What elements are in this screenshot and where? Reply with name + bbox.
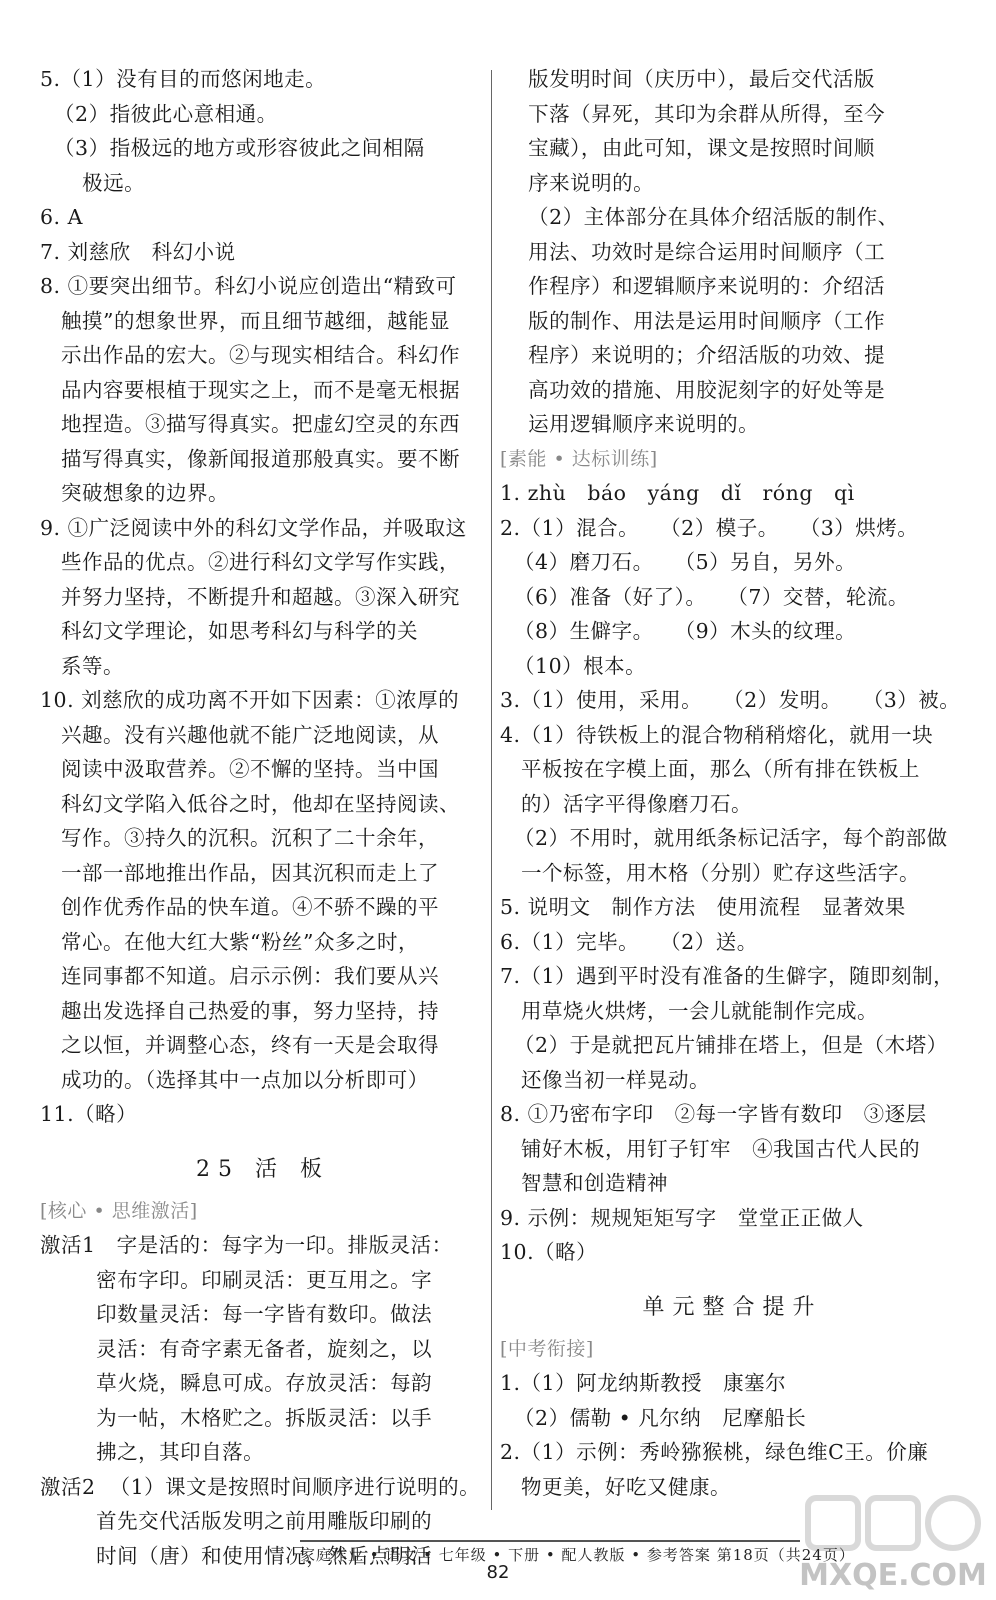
answer-line: 示出作品的宏大。②与现实相结合。科幻作 <box>40 343 461 367</box>
answer-line: 10.（略） <box>500 1240 598 1264</box>
answer-line: （2）指彼此心意相通。 <box>40 101 278 126</box>
section-label: [中考衔接] <box>500 1337 594 1360</box>
answer-line: （3）指极远的地方或形容彼此之间相隔 <box>40 136 425 160</box>
answer-line: 宝藏），由此可知，课文是按照时间顺 <box>500 136 875 160</box>
answer-line: （2）主体部分在具体介绍活版的制作、 <box>500 205 899 229</box>
answer-line: 科幻文学陷入低谷之时，他却在坚持阅读、 <box>40 791 461 816</box>
answer-line: 3.（1）使用，采用。 （2）发明。 （3）被。 <box>500 688 961 712</box>
answer-line: 智慧和创造精神 <box>500 1171 669 1195</box>
answer-line: 9. 示例：规规矩矩写字 堂堂正正做人 <box>500 1205 864 1230</box>
answer-line: 10. 刘慈欣的成功离不开如下因素：①浓厚的 <box>40 688 460 712</box>
answer-line: 8. ①乃密布字印 ②每一字皆有数印 ③逐层 <box>500 1102 927 1126</box>
answer-line: 激活2 （1）课文是按照时间顺序进行说明的。 <box>40 1474 481 1499</box>
answer-line: 一个标签，用木格（分别）贮存这些活字。 <box>500 860 921 885</box>
answer-line: 7. 刘慈欣 科幻小说 <box>40 239 236 264</box>
answer-line: 极远。 <box>40 170 146 195</box>
answer-line: （8）生僻字。 （9）木头的纹理。 <box>500 619 857 643</box>
answer-line: 密布字印。印刷灵活：更互用之。字 <box>40 1267 433 1292</box>
answer-line: 高功效的措施、用胶泥刻字的好处等是 <box>500 377 886 402</box>
answer-line: 作程序）和逻辑顺序来说明的：介绍活 <box>500 274 886 298</box>
unit-heading: 单元整合提升 <box>642 1294 823 1320</box>
lesson-heading: 25 活 板 <box>196 1156 330 1182</box>
answer-line: 时间（唐）和使用情况，然后点明活 <box>40 1543 433 1568</box>
answer-line: 趣出发选择自己热爱的事，努力坚持，持 <box>40 998 440 1023</box>
answer-line: （2）于是就把瓦片铺排在塔上，但是（木塔） <box>500 1033 948 1057</box>
answer-line: 9. ①广泛阅读中外的科幻文学作品，并吸取这 <box>40 515 467 540</box>
answer-line: 阅读中汲取营养。②不懈的坚持。当中国 <box>40 757 440 781</box>
answer-line: 程序）来说明的；介绍活版的功效、提 <box>500 343 886 367</box>
answer-line: 些作品的优点。②进行科幻文学写作实践， <box>40 550 461 574</box>
answer-line: 2.（1）混合。 （2）模子。 （3）烘烤。 <box>500 515 919 540</box>
page-number: 82 <box>486 1562 510 1583</box>
answer-line: 2.（1）示例：秀岭猕猴桃，绿色维C王。价廉 <box>500 1440 929 1464</box>
answer-line: 物更美，好吃又健康。 <box>500 1474 732 1499</box>
answer-line: 一部一部地推出作品，因其沉积而走上了 <box>40 860 440 885</box>
answer-line: （6）准备（好了）。 （7）交替，轮流。 <box>500 584 909 609</box>
answer-line: 6. A <box>40 205 83 229</box>
answer-line: 连同事都不知道。启示示例：我们要从兴 <box>40 964 440 988</box>
answer-line: 运用逻辑顺序来说明的。 <box>500 412 760 436</box>
section-label: [核心 • 思维激活] <box>40 1199 198 1222</box>
answer-line: 用法、功效时是综合运用时间顺序（工 <box>500 239 886 264</box>
answer-line: 铺好木板，用钉子钉牢 ④我国古代人民的 <box>500 1136 921 1161</box>
column-divider <box>491 70 492 1510</box>
answer-line: 1.（1）阿龙纳斯教授 康塞尔 <box>500 1371 787 1395</box>
answer-line: 5.（1）没有目的而悠闲地走。 <box>40 67 327 91</box>
answer-line: 版发明时间（庆历中），最后交代活版 <box>500 67 875 91</box>
page-footer: 家庭作业 • 语文 • 七年级 • 下册 • 配人教版 • 参考答案 第18页（共24页） <box>300 1540 800 1565</box>
answer-line: （2）儒勒 • 凡尔纳 尼摩船长 <box>500 1405 807 1430</box>
answer-line: 系等。 <box>40 653 125 678</box>
answer-line: 科幻文学理论，如思考科幻与科学的关 <box>40 619 419 643</box>
answer-line: 版的制作、用法是运用时间顺序（工作 <box>500 308 886 333</box>
answer-line: 成功的。（选择其中一点加以分析即可） <box>40 1067 429 1092</box>
answer-line: 下落（昇死，其印为余群从所得，至今 <box>500 101 886 126</box>
answer-line: 平板按在字模上面，那么（所有排在铁板上 <box>500 757 921 781</box>
answer-line: 8. ①要突出细节。科幻小说应创造出“精致可 <box>40 274 457 298</box>
right-column <box>500 62 965 1504</box>
answer-line: 品内容要根植于现实之上，而不是毫无根据 <box>40 377 461 402</box>
watermark-logo <box>798 1490 988 1598</box>
answer-line: （2）不用时，就用纸条标记活字，每个韵部做 <box>500 826 948 850</box>
left-column <box>40 62 486 1573</box>
answer-line: 序来说明的。 <box>500 170 655 195</box>
answer-line: 激活1 字是活的：每字为一印。排版灵活： <box>40 1233 453 1257</box>
answer-line: 用草烧火烘烤，一会儿就能制作完成。 <box>500 998 879 1023</box>
answer-line: 6.（1）完毕。 （2）送。 <box>500 929 758 954</box>
answer-line: 1. zhù báo yáng dǐ róng qì <box>500 481 855 505</box>
answer-line: 拂之，其印自落。 <box>40 1440 265 1464</box>
answer-line: 印数量灵活：每一字皆有数印。做法 <box>40 1302 433 1326</box>
answer-line: 还像当初一样晃动。 <box>500 1067 711 1092</box>
answer-line: 地捏造。③描写得真实。把虚幻空灵的东西 <box>40 412 461 436</box>
answer-line: 兴趣。没有兴趣他就不能广泛地阅读，从 <box>40 722 440 747</box>
answer-line: 突破想象的边界。 <box>40 481 230 505</box>
answer-line: 并努力坚持，不断提升和超越。③深入研究 <box>40 584 461 609</box>
answer-line: （10）根本。 <box>500 653 647 678</box>
answer-line: 灵活：有奇字素无备者，旋刻之，以 <box>40 1336 433 1361</box>
section-label: [素能 • 达标训练] <box>500 447 658 470</box>
answer-line: 常心。在他大红大紫“粉丝”众多之时， <box>40 929 420 954</box>
answer-line: 4.（1）待铁板上的混合物稍稍熔化，就用一块 <box>500 722 934 747</box>
answer-line: 5. 说明文 制作方法 使用流程 显著效果 <box>500 895 906 919</box>
answer-line: 触摸”的想象世界，而且细节越细，越能显 <box>40 308 451 333</box>
answer-line: 之以恒，并调整心态，终有一天是会取得 <box>40 1033 440 1057</box>
answer-line: 创作优秀作品的快车道。④不骄不躁的平 <box>40 895 440 919</box>
answer-line: 写作。③持久的沉积。沉积了二十余年， <box>40 826 440 850</box>
answer-line: 描写得真实，像新闻报道那般真实。要不断 <box>40 446 461 471</box>
answer-line: （4）磨刀石。 （5）另自，另外。 <box>500 550 857 574</box>
watermark-text: MXQE.COM <box>799 1558 987 1593</box>
answer-line: 的）活字平得像磨刀石。 <box>500 791 753 816</box>
answer-line: 7.（1）遇到平时没有准备的生僻字，随即刻制， <box>500 964 955 988</box>
answer-line: 为一帖，木格贮之。拆版灵活：以手 <box>40 1405 433 1430</box>
answer-line: 11.（略） <box>40 1102 138 1126</box>
answer-line: 草火烧，瞬息可成。存放灵活：每韵 <box>40 1371 433 1395</box>
answer-line: 首先交代活版发明之前用雕版印刷的 <box>40 1509 433 1533</box>
